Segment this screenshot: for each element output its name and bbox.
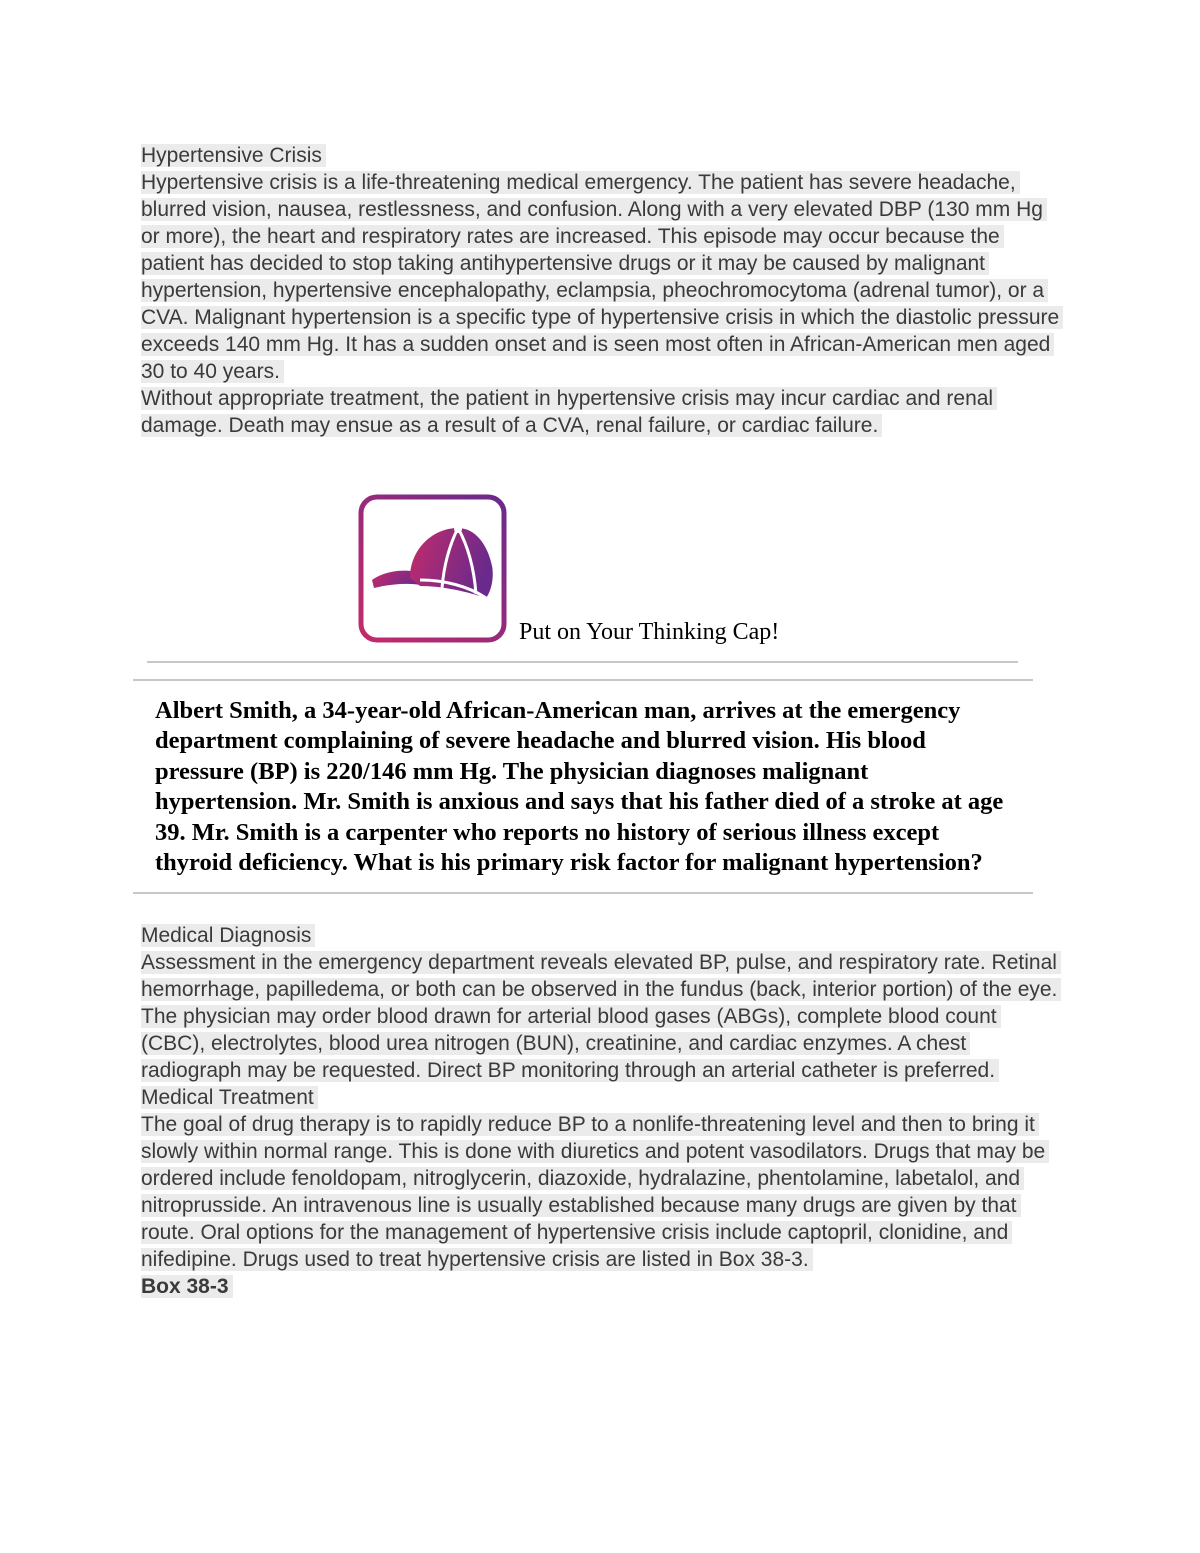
section-heading: Medical Treatment: [141, 1086, 318, 1109]
section-medical-diagnosis-treatment: [141, 922, 1066, 1300]
section-hypertensive-crisis: [141, 142, 1066, 439]
paragraph: Without appropriate treatment, the patient in hypertensive crisis may incur cardiac and renal damage. Death may ensue as a result of a CVA, renal failure, or cardiac failure.: [141, 387, 997, 437]
paragraph: Hypertensive crisis is a life-threatening medical emergency. The patient has severe headache, blurred vision, nausea, restlessness, and confusion. Along with a very elevated DBP (130 mm Hg or more), the heart and respiratory rates are increased. This episode may occur because the patient has decided to stop taking antihypertensive drugs or it may be caused by malignant hypertension, hypertensive encephalopathy, eclampsia, pheochromocytoma (adrenal tumor), or a CVA. Malignant hypertension is a specific type of hypertensive crisis in which the diastolic pressure exceeds 140 mm Hg. It has a sudden onset and is seen most often in African-American men aged 30 to 40 years.: [141, 171, 1063, 383]
paragraph: The physician may order blood drawn for arterial blood gases (ABGs), complete blood count (CBC), electrolytes, blood urea nitrogen (BUN), creatinine, and cardiac enzymes. A chest radiograph may be requested. Direct BP monitoring through an arterial catheter is preferred.: [141, 1005, 1001, 1082]
box-label: Box 38-3: [141, 1275, 233, 1298]
callout-title: Put on Your Thinking Cap!: [519, 619, 780, 645]
section-heading: Hypertensive Crisis: [141, 144, 326, 167]
paragraph: Assessment in the emergency department reveals elevated BP, pulse, and respiratory rate. Retinal hemorrhage, papilledema, or both can be observed in the fundus (back, interior portion) of the eye.: [141, 951, 1061, 1001]
paragraph: The goal of drug therapy is to rapidly reduce BP to a nonlife-threatening level and then to bring it slowly within normal range. This is done with diuretics and potent vasodilators. Drugs that may be ordered include fenoldopam, nitroglycerin, diazoxide, hydralazine, phentolamine, labetalol, and nitroprusside. An intravenous line is usually established because many drugs are given by that route. Oral options for the management of hypertensive crisis include captopril, clonidine, and nifedipine. Drugs used to treat hypertensive crisis are listed in Box 38-3.: [141, 1113, 1049, 1271]
section-heading: Medical Diagnosis: [141, 924, 315, 947]
divider: [147, 661, 1018, 663]
case-study-text: Albert Smith, a 34-year-old African-American man, arrives at the emergency department complaining of severe headache and blurred vision. His blood pressure (BP) is 220/146 mm Hg. The physician diagnoses malignant hypertension. Mr. Smith is anxious and says that his father died of a stroke at age 39. Mr. Smith is a carpenter who reports no history of serious illness except thyroid deficiency. What is his primary risk factor for malignant hypertension?: [155, 697, 1004, 877]
divider: [133, 679, 1033, 681]
thinking-cap-icon: [358, 494, 507, 643]
divider: [133, 892, 1033, 894]
